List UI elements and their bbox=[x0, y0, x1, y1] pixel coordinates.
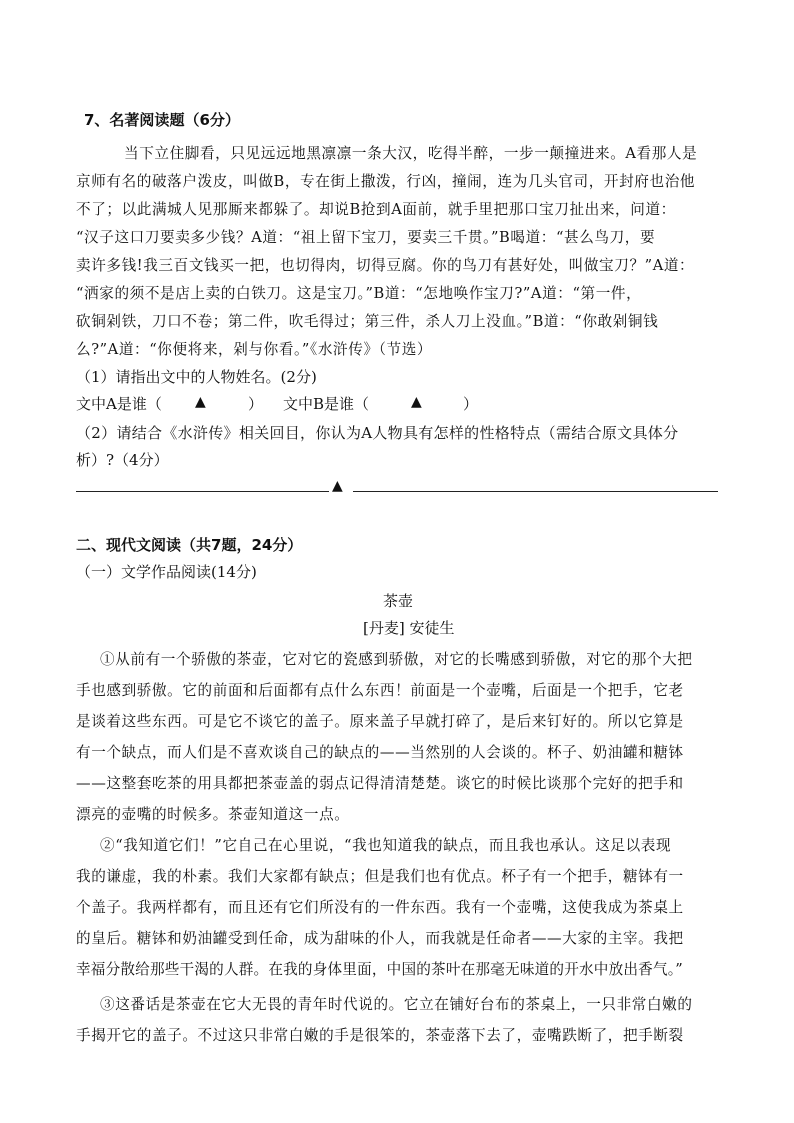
passage-line: 京师有名的破落户泼皮，叫做B，专在街上撒泼，行凶，撞闹，连为几头官司，开封府也治他 bbox=[76, 173, 696, 190]
passage-line: 么?”A道：“你便将来，剁与你看。”《水浒传》（节选） bbox=[76, 341, 433, 358]
story-line: ——这整套吃茶的用具都把茶壶盖的弱点记得清清楚楚。谈它的时候比谈那个完好的把手和 bbox=[76, 775, 684, 792]
answer-rule-right bbox=[353, 491, 718, 492]
question-7-heading: 7、名著阅读题（6分） bbox=[84, 111, 240, 129]
story-line: 个盖子。我两样都有，而且还有它们所没有的一件东西。我有一个壶嘴，这使我成为茶桌上 bbox=[76, 899, 684, 916]
story-line: 幸福分散给那些干渴的人群。在我的身体里面，中国的茶叶在那毫无味道的开水中放出香气。” bbox=[76, 961, 683, 978]
passage-line: 卖许多钱!我三百文钱买一把，也切得肉，切得豆腐。你的鸟刀有甚好处，叫做宝刀？”A道： bbox=[76, 257, 695, 274]
answer-b-blank-marker: ▲ bbox=[411, 394, 422, 410]
passage-line: 当下立住脚看，只见远远地黑凛凛一条大汉，吃得半醉，一步一颠撞进来。A看那人是 bbox=[124, 145, 698, 162]
passage-line: 不了；以此满城人见那厮来都躲了。却说B抢到A面前，就手里把那口宝刀扯出来，问道： bbox=[76, 201, 676, 218]
story-line: 有一个缺点，而人们是不喜欢谈自己的缺点的——当然别的人会谈的。杯子、奶油罐和糖钵 bbox=[76, 744, 684, 761]
subquestion-1: （1）请指出文中的人物姓名。(2分) bbox=[76, 368, 317, 386]
story-line: 漂亮的壶嘴的时候多。茶壶知道这一点。 bbox=[76, 806, 350, 823]
passage-line: 砍铜剁铁，刀口不卷；第二件，吹毛得过；第三件，杀人刀上没血。”B道：“你敢剁铜钱 bbox=[76, 313, 659, 330]
story-line: ②“我知道它们！”它自己在心里说，“我也知道我的缺点，而且我也承认。这足以表现 bbox=[100, 837, 672, 854]
story-line: 手揭开它的盖子。不过这只非常白嫩的手是很笨的，茶壶落下去了，壶嘴跌断了，把手断裂 bbox=[76, 1027, 684, 1044]
answer-a-blank-marker: ▲ bbox=[195, 394, 206, 410]
story-line: 手也感到骄傲。它的前面和后面都有点什么东西！前面是一个壶嘴，后面是一个把手，它老 bbox=[76, 682, 684, 699]
answer-blank-marker: ▲ bbox=[332, 478, 343, 494]
answer-a-close: ） bbox=[248, 395, 264, 413]
section-2-heading: 二、现代文阅读（共7题，24分） bbox=[76, 536, 303, 554]
answer-a-label: 文中A是谁（ bbox=[76, 395, 162, 413]
subquestion-2-line2: 析）?（4分） bbox=[76, 451, 169, 469]
answer-b-label: 文中B是谁（ bbox=[283, 395, 370, 413]
story-line: 的皇后。糖钵和奶油罐受到任命，成为甜味的仆人，而我就是任命者——大家的主宰。我把 bbox=[76, 930, 684, 947]
story-line: 我的谦虚，我的朴素。我们大家都有缺点；但是我们也有优点。杯子有一个把手，糖钵有一 bbox=[76, 868, 684, 885]
section-2-subheading: （一）文学作品阅读(14分) bbox=[76, 563, 257, 581]
passage-line: “汉子这口刀要卖多少钱？A道：“祖上留下宝刀，要卖三千贯。”B喝道：“甚么鸟刀，要 bbox=[76, 229, 656, 246]
story-title: 茶壶 bbox=[383, 592, 414, 610]
subquestion-2-line1: （2）请结合《水浒传》相关回目，你认为A人物具有怎样的性格特点（需结合原文具体分 bbox=[76, 424, 679, 442]
story-line: ③这番话是茶壶在它大无畏的青年时代说的。它立在铺好台布的茶桌上，一只非常白嫩的 bbox=[100, 996, 693, 1013]
story-line: ①从前有一个骄傲的茶壶，它对它的瓷感到骄傲，对它的长嘴感到骄傲，对它的那个大把 bbox=[100, 651, 693, 668]
story-line: 是谈着这些东西。可是它不谈它的盖子。原来盖子早就打碎了，是后来钉好的。所以它算是 bbox=[76, 713, 684, 730]
story-author: [丹麦] 安徒生 bbox=[363, 619, 455, 637]
answer-b-close: ） bbox=[463, 395, 479, 413]
answer-rule-left bbox=[76, 491, 329, 492]
passage-line: “洒家的须不是店上卖的白铁刀。这是宝刀。”B道：“怎地唤作宝刀?”A道：“第一件， bbox=[76, 285, 642, 302]
